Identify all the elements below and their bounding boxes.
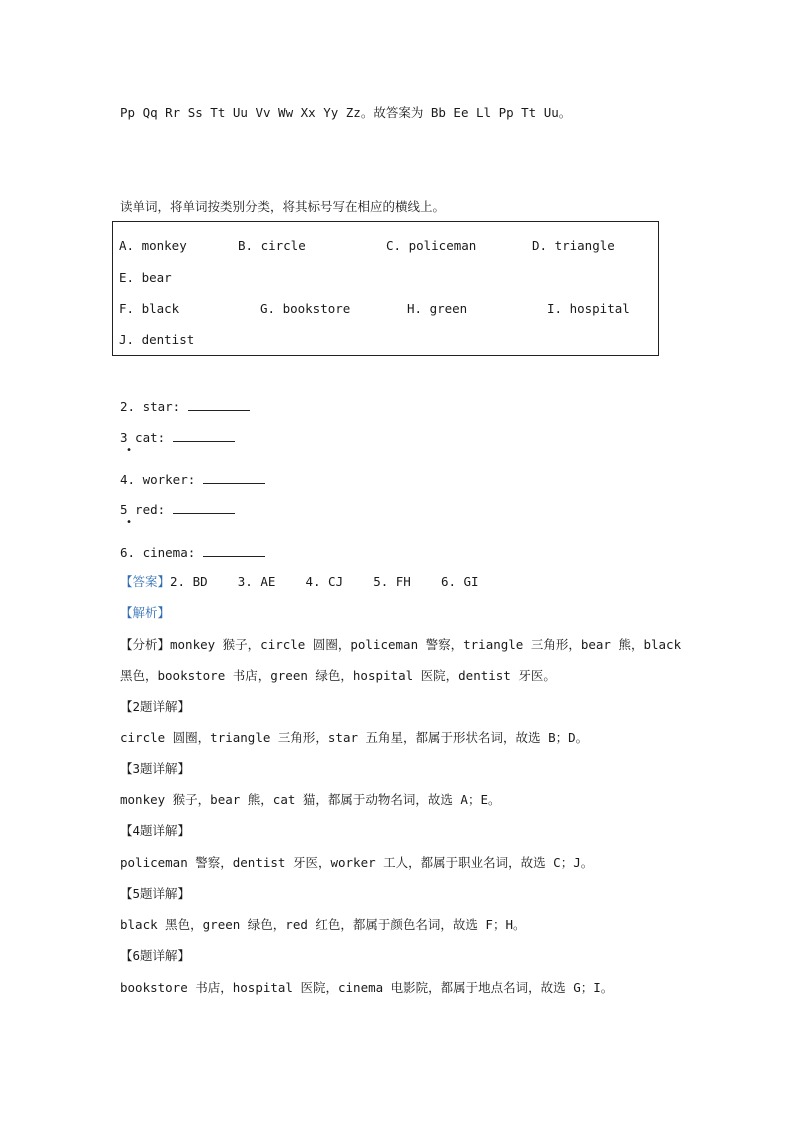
answer-blank [173, 502, 235, 514]
answer-blank [203, 472, 265, 484]
option-i: I. hospital [547, 301, 630, 316]
previous-answer-line: Pp Qq Rr Ss Tt Uu Vv Ww Xx Yy Zz。故答案为 Bb Ee Ll Pp Tt Uu。 [120, 105, 572, 120]
option-c: C. policeman [386, 238, 477, 253]
answer-blank [173, 430, 235, 442]
analysis-tag: 【解析】 [120, 605, 171, 620]
question-label: 4. worker: [120, 472, 196, 487]
detail-3-title: 【3题详解】 [120, 761, 191, 776]
option-j: J. dentist [119, 332, 195, 347]
detail-5-title: 【5题详解】 [120, 886, 191, 901]
option-g: G. bookstore [260, 301, 351, 316]
detail-6-title: 【6题详解】 [120, 948, 191, 963]
option-d: D. triangle [532, 238, 615, 253]
detail-5-text: black 黑色，green 绿色，red 红色，都属于颜色名词，故选 F；H。 [120, 917, 526, 932]
detail-2-title: 【2题详解】 [120, 699, 191, 714]
question-2 [120, 399, 250, 415]
detail-4-title: 【4题详解】 [120, 823, 191, 838]
detail-2-text: circle 圆圈，triangle 三角形，star 五角星，都属于形状名词，故选 B；D。 [120, 730, 589, 745]
detail-3-text: monkey 猴子，bear 熊，cat 猫，都属于动物名词，故选 A；E。 [120, 792, 501, 807]
question-6 [120, 545, 265, 561]
option-h: H. green [407, 301, 468, 316]
question-4 [120, 472, 265, 488]
answer-blank [203, 545, 265, 557]
detail-6-text: bookstore 书店，hospital 医院，cinema 电影院，都属于地点名词，故选 G；I。 [120, 980, 614, 995]
stray-dot: • [126, 445, 133, 456]
analysis-line-1: 【分析】monkey 猴子，circle 圆圈，policeman 警察，triangle 三角形，bear 熊，black [120, 637, 682, 652]
option-e: E. bear [119, 270, 172, 285]
instruction: 读单词，将单词按类别分类，将其标号写在相应的横线上。 [120, 199, 446, 214]
answer-line [120, 574, 479, 590]
option-f: F. black [119, 301, 180, 316]
word-options-box [112, 221, 659, 356]
analysis-line-2: 黑色，bookstore 书店，green 绿色，hospital 医院，dentist 牙医。 [120, 668, 556, 683]
option-b: B. circle [238, 238, 306, 253]
answer-text: 2. BD 3. AE 4. CJ 5. FH 6. GI [170, 574, 479, 589]
detail-4-text: policeman 警察，dentist 牙医，worker 工人，都属于职业名词，故选 C；J。 [120, 855, 594, 870]
question-label: 6. cinema: [120, 545, 196, 560]
option-a: A. monkey [119, 238, 187, 253]
stray-dot: • [126, 517, 133, 528]
answer-tag: 【答案】 [120, 574, 171, 589]
question-5 [120, 502, 235, 518]
question-3 [120, 430, 235, 446]
question-label: 5 red: [120, 502, 166, 517]
question-label: 3 cat: [120, 430, 166, 445]
answer-blank [188, 399, 250, 411]
question-label: 2. star: [120, 399, 181, 414]
